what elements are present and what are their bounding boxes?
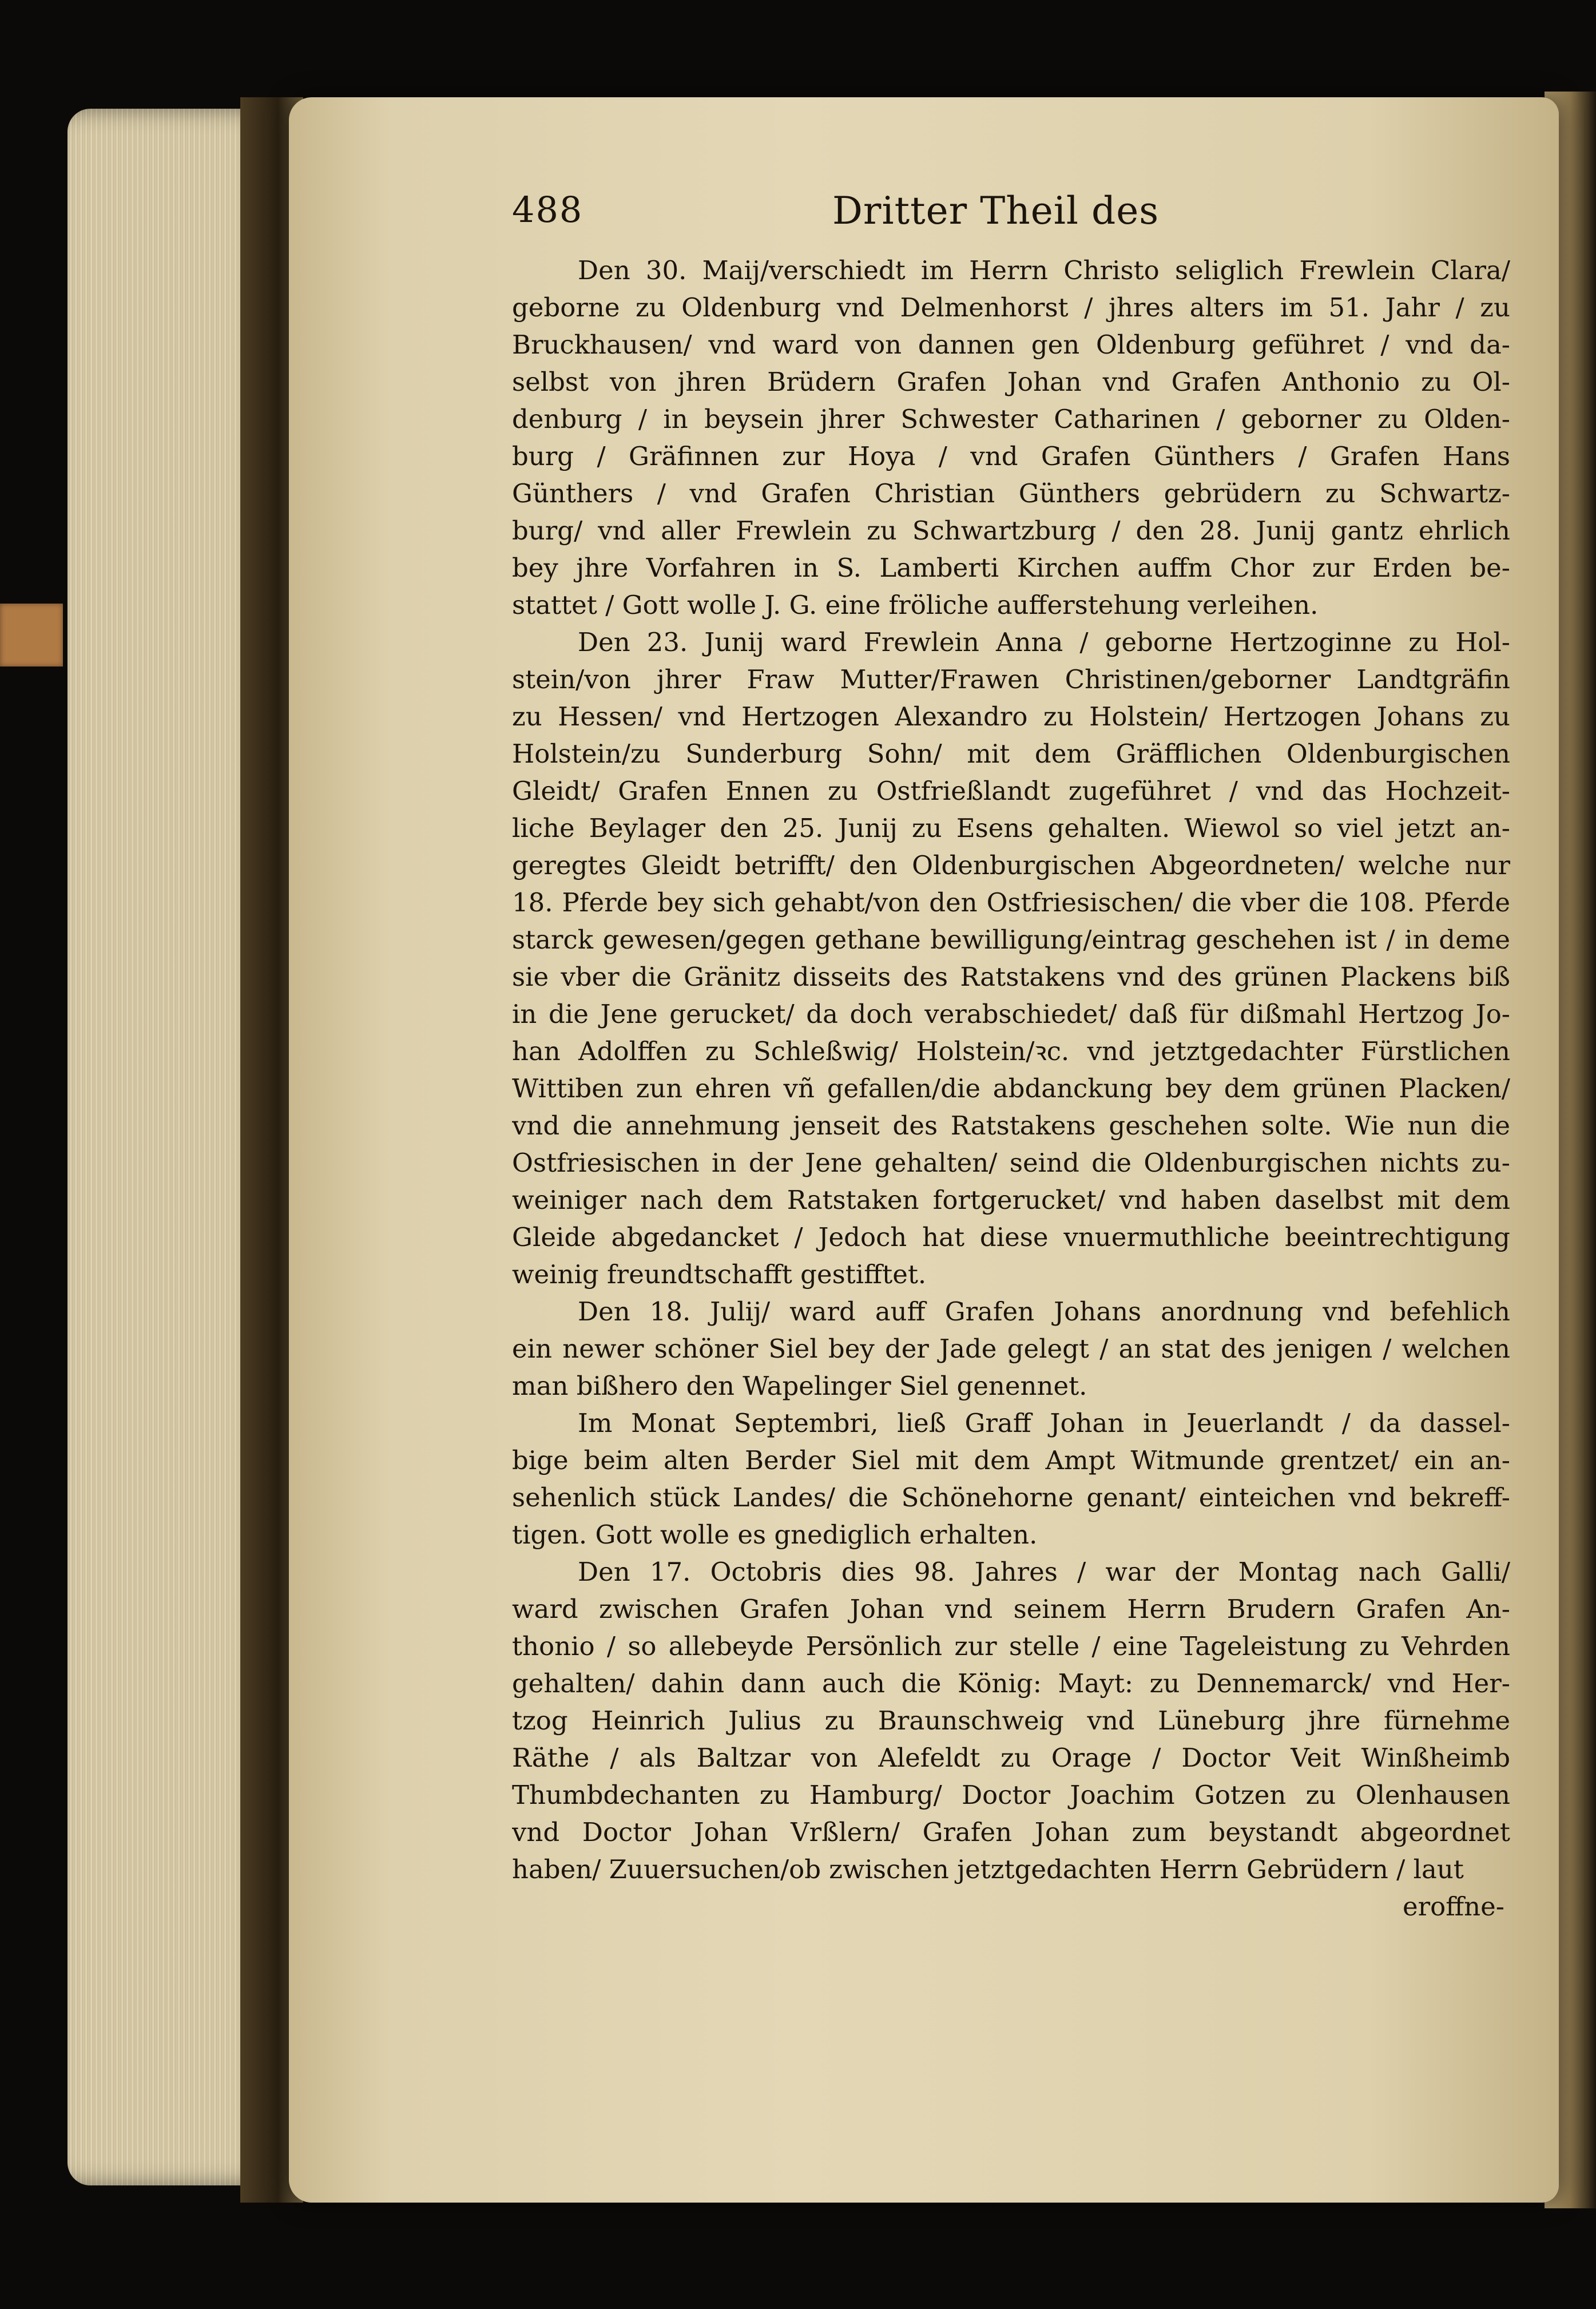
text-line: Gleide abgedancket / Jedoch hat diese vnuermuthliche beeintrechtigung: [512, 1222, 1510, 1252]
text-line: thonio / so allebeyde Persönlich zur stelle / eine Tageleistung zu Vehrden: [512, 1631, 1510, 1661]
page-content: [512, 189, 1510, 1925]
text-line: haben/ Zuuersuchen/ob zwischen jetztgedachten Herrn Gebrüdern / laut: [512, 1854, 1464, 1885]
text-line: Gleidt/ Grafen Ennen zu Ostfrießlandt zugeführet / vnd das Hochzeit-: [512, 776, 1510, 806]
paragraph: [512, 252, 1510, 624]
page-number: 488: [512, 189, 583, 231]
text-line: man bißhero den Wapelinger Siel genennet.: [512, 1371, 1087, 1401]
text-line: geregtes Gleidt betrifft/ den Oldenburgischen Abgeordneten/ welche nur: [512, 850, 1510, 880]
page-header: [512, 189, 1510, 252]
text-line: vnd die annehmung jenseit des Ratstakens geschehen solte. Wie nun die: [512, 1110, 1510, 1141]
text-line: Ostfriesischen in der Jene gehalten/ seind die Oldenburgischen nichts zu-: [512, 1148, 1510, 1178]
text-line: zu Hessen/ vnd Hertzogen Alexandro zu Holstein/ Hertzogen Johans zu: [512, 701, 1510, 732]
text-line: Den 17. Octobris dies 98. Jahres / war der Montag nach Galli/: [578, 1557, 1510, 1587]
text-line: 18. Pferde bey sich gehabt/von den Ostfriesischen/ die vber die 108. Pferde: [512, 887, 1510, 918]
text-line: selbst von jhren Brüdern Grafen Johan vnd Grafen Anthonio zu Ol-: [512, 367, 1510, 397]
text-line: starck gewesen/gegen gethane bewilligung/eintrag geschehen ist / in deme: [512, 925, 1510, 955]
text-line: bey jhre Vorfahren in S. Lamberti Kirchen auffm Chor zur Erden be-: [512, 553, 1510, 583]
text-line: bige beim alten Berder Siel mit dem Ampt Witmunde grentzet/ ein an-: [512, 1445, 1510, 1475]
text-line: burg / Gräfinnen zur Hoya / vnd Grafen Günthers / Grafen Hans: [512, 441, 1510, 471]
text-line: Thumbdechanten zu Hamburg/ Doctor Joachim Gotzen zu Olenhausen: [512, 1780, 1510, 1810]
text-line: stattet / Gott wolle J. G. eine fröliche aufferstehung verleihen.: [512, 590, 1319, 620]
text-line: Räthe / als Baltzar von Alefeldt zu Orage / Doctor Veit Winßheimb: [512, 1743, 1510, 1773]
paragraph: [512, 1553, 1510, 1888]
paragraph: [512, 1293, 1510, 1405]
text-line: han Adolffen zu Schleßwig/ Holstein/ꝛc. vnd jetztgedachter Fürstlichen: [512, 1036, 1510, 1066]
text-line: weiniger nach dem Ratstaken fortgerucket/ vnd haben daselbst mit dem: [512, 1185, 1510, 1215]
text-line: geborne zu Oldenburg vnd Delmenhorst / jhres alters im 51. Jahr / zu: [512, 292, 1510, 323]
text-line: Bruckhausen/ vnd ward von dannen gen Oldenburg geführet / vnd da-: [512, 330, 1510, 360]
text-line: gehalten/ dahin dann auch die König: Mayt: zu Dennemarck/ vnd Her-: [512, 1668, 1510, 1699]
text-line: weinig freundtschafft gestifftet.: [512, 1259, 927, 1290]
text-line: Holstein/zu Sunderburg Sohn/ mit dem Gräfflichen Oldenburgischen: [512, 739, 1510, 769]
running-head: Dritter Theil des: [832, 189, 1160, 233]
text-line: Wittiben zun ehren vñ gefallen/die abdanckung bey dem grünen Placken/: [512, 1073, 1510, 1104]
text-line: tigen. Gott wolle es gnediglich erhalten.: [512, 1520, 1038, 1550]
paragraph: [512, 1405, 1510, 1553]
text-line: Günthers / vnd Grafen Christian Günthers gebrüdern zu Schwartz-: [512, 478, 1510, 509]
text-line: tzog Heinrich Julius zu Braunschweig vnd Lüneburg jhre fürnehme: [512, 1705, 1510, 1736]
text-line: Im Monat Septembri, ließ Graff Johan in Jeuerlandt / da dassel-: [578, 1408, 1510, 1438]
text-line: sehenlich stück Landes/ die Schönehorne genant/ einteichen vnd bekreff-: [512, 1482, 1510, 1513]
text-line: liche Beylager den 25. Junij zu Esens gehalten. Wiewol so viel jetzt an-: [512, 813, 1510, 843]
paragraph: [512, 624, 1510, 1293]
text-line: in die Jene gerucket/ da doch verabschiedet/ daß für dißmahl Hertzog Jo-: [512, 999, 1510, 1029]
text-line: ward zwischen Grafen Johan vnd seinem Herrn Brudern Grafen An-: [512, 1594, 1510, 1624]
body-text: [512, 252, 1510, 1925]
text-line: Den 30. Maij/verschiedt im Herrn Christo seliglich Frewlein Clara/: [578, 255, 1510, 285]
text-line: ein newer schöner Siel bey der Jade gelegt / an stat des jenigen / welchen: [512, 1334, 1510, 1364]
text-line: burg/ vnd aller Frewlein zu Schwartzburg / den 28. Junij gantz ehrlich: [512, 515, 1510, 546]
text-line: sie vber die Gränitz disseits des Ratstakens vnd des grünen Plackens biß: [512, 962, 1510, 992]
text-line: Den 23. Junij ward Frewlein Anna / geborne Hertzoginne zu Hol-: [578, 627, 1510, 657]
text-line: stein/von jhrer Fraw Mutter/Frawen Christinen/geborner Landtgräfin: [512, 664, 1510, 695]
text-line: denburg / in beysein jhrer Schwester Catharinen / geborner zu Olden-: [512, 404, 1510, 434]
catchword: eroffne-: [1402, 1891, 1504, 1922]
text-line: Den 18. Julij/ ward auff Grafen Johans anordnung vnd befehlich: [578, 1296, 1510, 1327]
text-line: vnd Doctor Johan Vrßlern/ Grafen Johan zum beystandt abgeordnet: [512, 1817, 1510, 1847]
bookmark-ribbon: [0, 604, 63, 666]
